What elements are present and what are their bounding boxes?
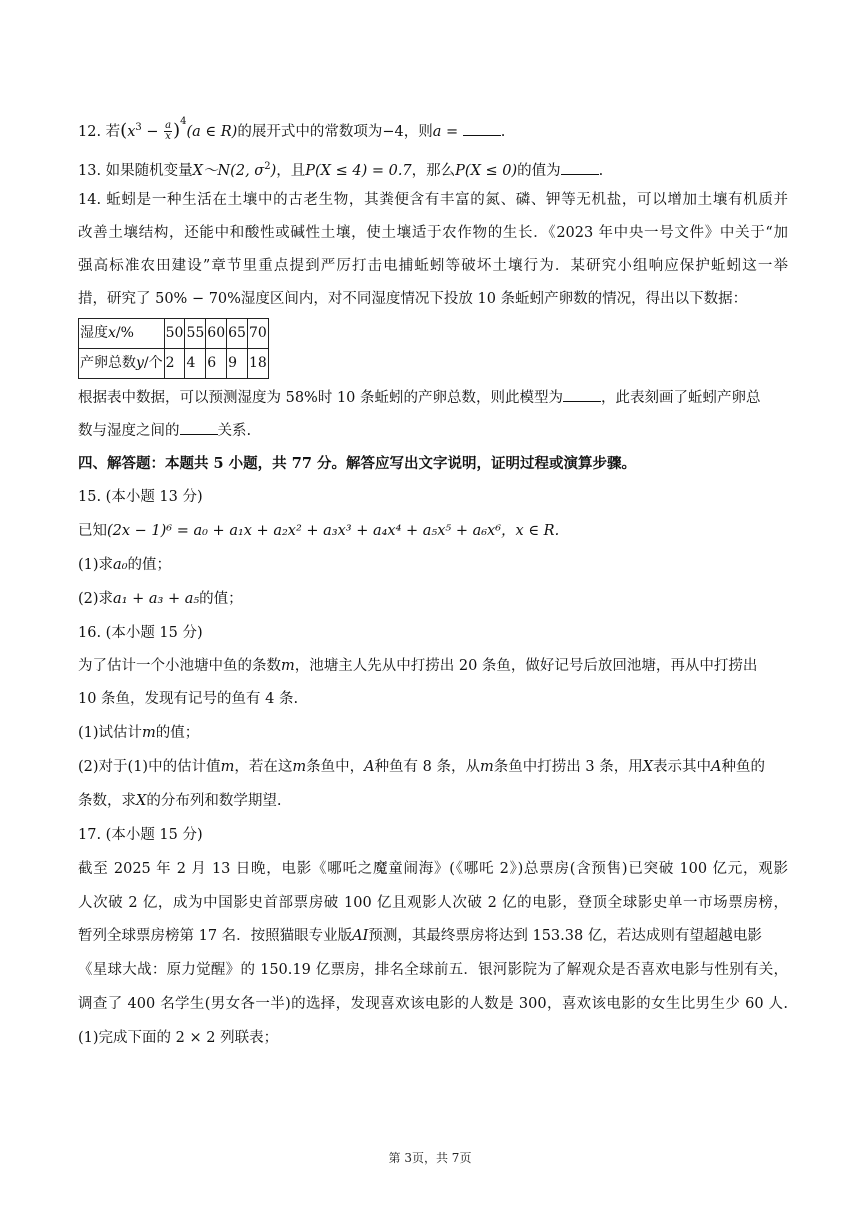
q17-line-2: 人次破 2 亿，成为中国影史首部票房破 100 亿且观影人次破 2 亿的电影，登顶全球影史单一市场票房榜， xyxy=(78,895,788,911)
q12-paren-close: ) xyxy=(173,119,181,141)
q14-line-1: 14. 蚯蚓是一种生活在土壤中的古老生物，其粪便含有丰富的氮、磷、钾等无机盐，可以增加土壤有机质并 xyxy=(78,192,788,208)
q12-outer-exponent: 4 xyxy=(180,116,187,127)
row-label-var: x xyxy=(108,325,116,341)
table-row-label xyxy=(79,349,165,379)
q13-answer-blank[interactable] xyxy=(561,160,599,175)
q13-prob-2: P(X ≤ 0) xyxy=(455,162,518,179)
q12-period: . xyxy=(500,123,506,140)
q16-p1-suffix: 的值； xyxy=(155,725,200,741)
q16-header: 16. (本小题 15 分) xyxy=(78,625,203,641)
q14-relation-blank[interactable] xyxy=(180,420,218,435)
q13-period: . xyxy=(598,162,604,179)
q12-minus: − xyxy=(141,123,164,140)
q17-line-1: 截至 2025 年 2 月 13 日晚，电影《哪吒之魔童闹海》(《哪吒 2》)总票房(含预售)已突破 100 亿元，观影 xyxy=(78,861,788,877)
q14-line-6 xyxy=(78,420,788,441)
q15-p1-prefix: (1)求 xyxy=(78,557,114,573)
q12-equals: = xyxy=(441,123,463,140)
q16-part-2 xyxy=(78,757,788,777)
q17-part-1: (1)完成下面的 2 × 2 列联表； xyxy=(78,1030,279,1046)
q17-line-3-var: AI xyxy=(352,928,369,944)
q15-p1-suffix: 的值； xyxy=(127,557,172,573)
q15-stem-prefix: 已知 xyxy=(78,523,107,539)
table-cell: 9 xyxy=(227,349,248,379)
q12-fraction-numerator: a xyxy=(165,120,172,132)
q16-line-4-var: X xyxy=(136,793,147,809)
q14-line-4: 措，研究了 50% − 70%湿度区间内，对不同湿度情况下投放 10 条蚯蚓产卵数的情况，得出以下数据： xyxy=(78,291,748,307)
q14-line-6a: 数与湿度之间的 xyxy=(78,423,180,439)
q16-p2-text: 表示其中 xyxy=(653,759,712,775)
q14-line-5b: ，此表刻画了蚯蚓产卵总 xyxy=(601,390,761,406)
q12-var-a: a xyxy=(432,123,442,140)
q15-part-2 xyxy=(78,589,788,609)
page-footer: 第 3页，共 7页 xyxy=(388,1151,472,1165)
q12-fraction xyxy=(164,121,172,142)
question-13 xyxy=(78,157,788,181)
table-cell: 70 xyxy=(247,319,268,349)
q16-p2-text: 条鱼中打捞出 3 条，用 xyxy=(493,759,643,775)
q14-line-5 xyxy=(78,387,788,408)
q15-p2-var: a₁ + a₃ + a₅ xyxy=(113,591,200,607)
q17-line-3 xyxy=(78,926,788,946)
table-row xyxy=(79,349,269,379)
q16-p1-var: m xyxy=(142,725,156,741)
q16-line-1 xyxy=(78,656,788,676)
q16-line-1b: ，池塘主人先从中打捞出 20 条鱼，做好记号后放回池塘，再从中打捞出 xyxy=(294,658,758,674)
q12-expression xyxy=(120,116,238,143)
q16-p2-text: ，若在这 xyxy=(234,759,293,775)
q17-line-3a: 暂列全球票房榜第 17 名．按照猫眼专业版 xyxy=(78,928,353,944)
q13-prob-1: P(X ≤ 4) = 0.7 xyxy=(305,162,412,179)
table-cell: 60 xyxy=(206,319,227,349)
q15-part-1 xyxy=(78,555,788,575)
q17-header: 17. (本小题 15 分) xyxy=(78,827,203,843)
q16-line-1a: 为了估计一个小池塘中鱼的条数 xyxy=(78,658,281,674)
q16-p2-text: 种鱼有 8 条，从 xyxy=(374,759,481,775)
row-label-unit: /个 xyxy=(143,355,163,371)
table-row xyxy=(79,319,269,349)
table-cell: 18 xyxy=(247,349,268,379)
table-cell: 65 xyxy=(227,319,248,349)
q12-x: x xyxy=(127,123,136,140)
q16-p2-var: m xyxy=(292,759,307,775)
q14-line-3: 强高标准农田建设”章节里重点提到严厉打击电捕蚯蚓等破坏土壤行为．某研究小组响应保护蚯蚓这一举 xyxy=(78,258,788,274)
q15-stem xyxy=(78,521,788,541)
row-label-var: y xyxy=(136,355,144,371)
q16-p2-var: A xyxy=(711,759,722,775)
q16-line-1-var: m xyxy=(281,658,295,674)
table-cell: 55 xyxy=(185,319,206,349)
row-label-text: 湿度 xyxy=(80,325,108,341)
q16-p2-text: 种鱼的 xyxy=(721,759,766,775)
q13-dist-end: ) xyxy=(270,162,277,179)
q15-p1-var: a₀ xyxy=(113,557,128,573)
q12-prefix: 12. 若 xyxy=(78,123,121,140)
humidity-egg-table xyxy=(78,318,269,379)
row-label-unit: /% xyxy=(115,325,134,341)
q16-line-4 xyxy=(78,791,788,811)
q13-dist-text: X～N(2, σ xyxy=(192,162,265,179)
q12-middle-text: 的展开式中的常数项为−4，则 xyxy=(237,123,433,140)
q16-p2-text: (2)对于(1)中的估计值 xyxy=(78,759,221,775)
section-4-heading: 四、解答题：本题共 5 小题，共 77 分。解答应写出文字说明，证明过程或演算步骤。 xyxy=(78,455,636,472)
q14-model-blank[interactable] xyxy=(563,387,601,402)
q13-distribution xyxy=(193,163,277,179)
q16-p2-var: m xyxy=(480,759,494,775)
q13-end: 的值为 xyxy=(517,162,561,179)
table-cell: 50 xyxy=(164,319,185,349)
q13-prefix: 13. 如果随机变量 xyxy=(78,162,193,179)
q16-line-2: 10 条鱼，发现有记号的鱼有 4 条. xyxy=(78,691,299,707)
table-cell: 4 xyxy=(185,349,206,379)
q16-p2-text: 条鱼中， xyxy=(306,759,365,775)
q14-line-6b: 关系. xyxy=(217,423,252,439)
q12-condition: (a ∈ R) xyxy=(186,123,238,140)
q12-fraction-denominator: x xyxy=(165,131,171,143)
q13-mid2: ，那么 xyxy=(411,162,456,179)
q17-line-3b: 预测，其最终票房将达到 153.38 亿，若达成则有望超越电影 xyxy=(368,928,762,944)
table-row-label xyxy=(79,319,165,349)
q17-line-5: 调查了 400 名学生(男女各一半)的选择，发现喜欢该电影的人数是 300，喜欢该电影的女生比男生少 60 人. xyxy=(78,996,788,1012)
table-cell: 2 xyxy=(164,349,185,379)
q15-stem-expression: (2x − 1)⁶ = a₀ + a₁x + a₂x² + a₃x³ + a₄x⁴ + a₅x⁵ + a₆x⁶，x ∈ R. xyxy=(107,523,560,539)
q12-answer-blank[interactable] xyxy=(463,121,501,136)
q16-p2-var: A xyxy=(364,759,375,775)
q16-p1-prefix: (1)试估计 xyxy=(78,725,143,741)
table-cell: 6 xyxy=(206,349,227,379)
q15-header: 15. (本小题 13 分) xyxy=(78,489,203,505)
q17-line-4: 《星球大战：原力觉醒》的 150.19 亿票房，排名全球前五．银河影院为了解观众是否喜欢电影与性别有关， xyxy=(78,962,788,978)
q13-mid: ，且 xyxy=(276,162,306,179)
q14-line-5a: 根据表中数据，可以预测湿度为 58%时 10 条蚯蚓的产卵总数，则此模型为 xyxy=(78,390,564,406)
q13-dist-exponent: 2 xyxy=(264,161,271,172)
q12-paren-open: ( xyxy=(120,119,128,141)
q16-p2-var: X xyxy=(642,759,654,775)
q16-line-4a: 条数，求 xyxy=(78,793,136,809)
q14-line-2: 改善土壤结构，还能中和酸性或碱性土壤，使土壤适于农作物的生长．《2023 年中央一号文件》中关于“加 xyxy=(78,225,788,241)
q16-line-4b: 的分布列和数学期望. xyxy=(146,793,282,809)
question-12 xyxy=(78,118,788,142)
q15-p2-prefix: (2)求 xyxy=(78,591,114,607)
row-label-text: 产卵总数 xyxy=(80,355,136,371)
q16-part-1 xyxy=(78,723,788,743)
q15-p2-suffix: 的值； xyxy=(199,591,243,607)
q16-p2-var: m xyxy=(220,759,235,775)
q12-x-exponent: 3 xyxy=(135,122,142,133)
